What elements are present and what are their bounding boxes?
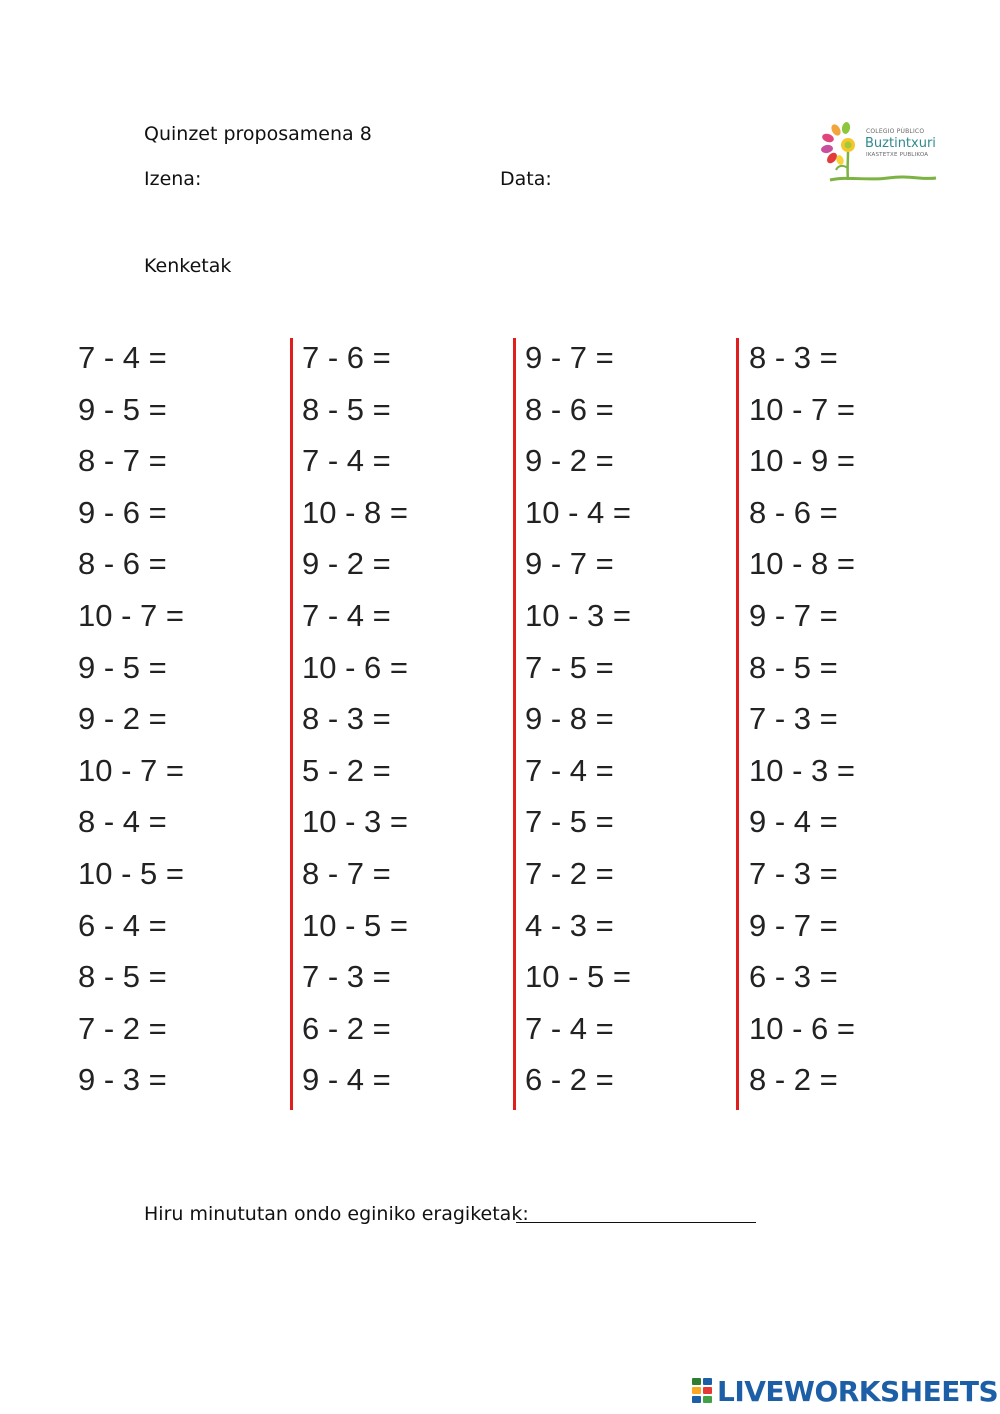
subtraction-exercise: 10 - 3 = (525, 597, 631, 633)
subtraction-exercise: 10 - 7 = (78, 597, 184, 633)
subtraction-exercise: 10 - 3 = (302, 804, 408, 840)
subtraction-exercise: 9 - 7 = (749, 907, 838, 943)
subtraction-exercise: 8 - 6 = (78, 546, 167, 582)
score-answer-line[interactable] (516, 1222, 756, 1223)
subtraction-exercise: 9 - 7 = (525, 546, 614, 582)
exercise-column-4 (749, 332, 855, 1106)
subtraction-exercise: 7 - 5 = (525, 649, 614, 685)
section-title: Kenketak (144, 255, 232, 277)
subtraction-exercise: 7 - 3 = (749, 855, 838, 891)
subtraction-exercise: 8 - 5 = (749, 649, 838, 685)
subtraction-exercise: 10 - 7 = (78, 752, 184, 788)
name-label: Izena: (144, 168, 202, 190)
subtraction-exercise: 8 - 5 = (78, 959, 167, 995)
subtraction-exercise: 9 - 4 = (302, 1062, 391, 1098)
subtraction-exercise: 10 - 6 = (302, 649, 408, 685)
subtraction-exercise: 5 - 2 = (302, 752, 391, 788)
subtraction-exercise: 10 - 4 = (525, 494, 631, 530)
subtraction-exercise: 6 - 3 = (749, 959, 838, 995)
subtraction-exercise: 9 - 2 = (302, 546, 391, 582)
subtraction-exercise: 9 - 8 = (525, 701, 614, 737)
subtraction-exercise: 8 - 7 = (302, 855, 391, 891)
subtraction-exercise: 8 - 3 = (302, 701, 391, 737)
subtraction-exercise: 6 - 2 = (302, 1010, 391, 1046)
column-divider (513, 338, 516, 1110)
subtraction-exercise: 9 - 5 = (78, 391, 167, 427)
subtraction-exercise: 10 - 7 = (749, 391, 855, 427)
column-divider (736, 338, 739, 1110)
subtraction-exercise: 4 - 3 = (525, 907, 614, 943)
logo-school-subtitle: IKASTETXE PUBLIKOA (866, 152, 929, 158)
subtraction-exercise: 10 - 6 = (749, 1010, 855, 1046)
subtraction-exercise: 9 - 4 = (749, 804, 838, 840)
subtraction-exercise: 8 - 4 = (78, 804, 167, 840)
score-label: Hiru minututan ondo eginiko eragiketak: (144, 1203, 529, 1225)
worksheet-title: Quinzet proposamena 8 (144, 123, 372, 145)
subtraction-exercise: 7 - 4 = (525, 752, 614, 788)
logo-school-type: COLEGIO PÚBLICO (866, 128, 925, 135)
subtraction-exercise: 10 - 9 = (749, 443, 855, 479)
subtraction-exercise: 10 - 3 = (749, 752, 855, 788)
school-logo (818, 118, 938, 188)
subtraction-exercise: 7 - 3 = (749, 701, 838, 737)
subtraction-exercise: 7 - 6 = (302, 340, 391, 375)
subtraction-exercise: 9 - 5 = (78, 649, 167, 685)
subtraction-exercise: 7 - 4 = (525, 1010, 614, 1046)
subtraction-exercise: 9 - 7 = (525, 340, 614, 375)
subtraction-exercise: 8 - 2 = (749, 1062, 838, 1098)
subtraction-exercise: 10 - 5 = (78, 855, 184, 891)
subtraction-exercise: 7 - 2 = (525, 855, 614, 891)
date-label: Data: (500, 168, 552, 190)
subtraction-exercise: 7 - 2 = (78, 1010, 167, 1046)
subtraction-exercise: 10 - 5 = (525, 959, 631, 995)
subtraction-exercise: 6 - 4 = (78, 907, 167, 943)
liveworksheets-brand (692, 1374, 998, 1408)
subtraction-exercise: 8 - 6 = (525, 391, 614, 427)
subtraction-exercise: 9 - 3 = (78, 1062, 167, 1098)
subtraction-exercise: 10 - 8 = (749, 546, 855, 582)
subtraction-exercise: 8 - 7 = (78, 443, 167, 479)
subtraction-exercise: 7 - 3 = (302, 959, 391, 995)
subtraction-exercise: 7 - 4 = (302, 443, 391, 479)
subtraction-exercise: 9 - 2 = (525, 443, 614, 479)
subtraction-exercise: 7 - 4 = (78, 340, 167, 375)
subtraction-exercise: 7 - 5 = (525, 804, 614, 840)
exercise-column-1 (78, 332, 184, 1106)
subtraction-exercise: 9 - 7 = (749, 597, 838, 633)
exercise-column-3 (525, 332, 631, 1106)
brand-name: LIVEWORKSHEETS (717, 1374, 999, 1408)
subtraction-exercise: 10 - 5 = (302, 907, 408, 943)
subtraction-exercise: 10 - 8 = (302, 494, 408, 530)
column-divider (290, 338, 293, 1110)
subtraction-exercise: 9 - 2 = (78, 701, 167, 737)
exercise-column-2 (302, 332, 408, 1106)
subtraction-exercise: 8 - 6 = (749, 494, 838, 530)
liveworksheets-logo-icon (692, 1378, 714, 1404)
subtraction-exercise: 6 - 2 = (525, 1062, 614, 1098)
subtraction-exercise: 7 - 4 = (302, 597, 391, 633)
subtraction-exercise: 9 - 6 = (78, 494, 167, 530)
subtraction-exercise: 8 - 3 = (749, 340, 838, 375)
logo-school-name: Buztintxuri (865, 136, 936, 151)
subtraction-exercise: 8 - 5 = (302, 391, 391, 427)
